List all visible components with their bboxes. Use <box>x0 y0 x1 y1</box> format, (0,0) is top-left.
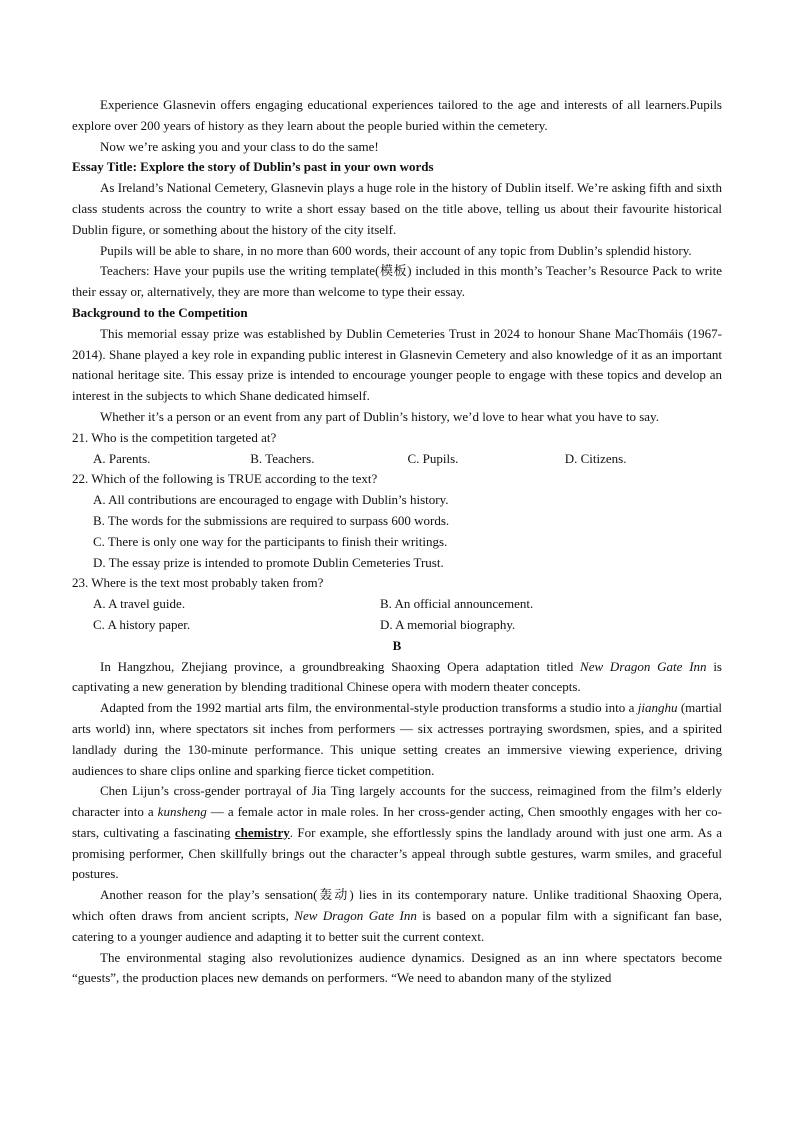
passage-b-paragraph-5: The environmental staging also revolutionizes audience dynamics. Designed as an inn where spectators become “guests”, the production places new demands on performers. “We need to abandon many of the stylized <box>72 949 722 986</box>
option-d[interactable]: D. A memorial biography. <box>380 616 516 632</box>
passage-b-paragraph-1: In Hangzhou, Zhejiang province, a groundbreaking Shaoxing Opera adaptation titled New Dragon Gate Inn is captivating a new generation by blending traditional Chinese opera with modern theater concepts. <box>72 658 722 695</box>
option-d[interactable]: D. The essay prize is intended to promote Dublin Cemeteries Trust. <box>93 554 444 570</box>
question-21 <box>72 428 722 470</box>
passage-a-paragraph-4: Pupils will be able to share, in no more than 600 words, their account of any topic from Dublin’s splendid history. <box>100 242 692 258</box>
option-c[interactable]: C. A history paper. <box>93 616 191 632</box>
question-22 <box>72 469 722 573</box>
passage-a-paragraph-2: Now we’re asking you and your class to do the same! <box>100 138 379 154</box>
question-stem: 23. Where is the text most probably taken from? <box>72 575 324 591</box>
passage-a-paragraph-1: Experience Glasnevin offers engaging educational experiences tailored to the age and interests of all learners.Pupils explore over 200 years of history as they learn about the people buried within the cemetery. <box>72 97 722 133</box>
passage-b-paragraph-4: Another reason for the play’s sensation(轰动) lies in its contemporary nature. Unlike traditional Shaoxing Opera, which often draws from ancient scripts, New Dragon Gate Inn is based on a popular film with a significant fan base, catering to a younger audience and adapting it to better suit the current context. <box>72 887 722 944</box>
underlined-word-chemistry: chemistry <box>234 824 290 840</box>
option-a[interactable]: A. A travel guide. <box>93 596 186 612</box>
question-stem: 22. Which of the following is TRUE according to the text? <box>72 471 378 487</box>
background-heading: Background to the Competition <box>72 304 248 320</box>
passage-a-paragraph-3: As Ireland’s National Cemetery, Glasnevin plays a huge role in the history of Dublin itself. We’re asking fifth and sixth class students across the country to write a short essay based on the title above, telling us about their favourite historical Dublin figure, or something about the history of the city itself. <box>72 180 722 237</box>
section-b-label: B <box>392 637 402 653</box>
option-c[interactable]: C. Pupils. <box>407 450 459 466</box>
passage-a-paragraph-5: Teachers: Have your pupils use the writing template(模板) included in this month’s Teacher’s Resource Pack to write their essay or, alternatively, they are more than welcome to type their essay. <box>72 263 722 300</box>
option-c[interactable]: C. There is only one way for the participants to finish their writings. <box>93 533 448 549</box>
option-a[interactable]: A. Parents. <box>93 450 151 466</box>
option-b[interactable]: B. The words for the submissions are required to surpass 600 words. <box>93 512 450 528</box>
option-a[interactable]: A. All contributions are encouraged to engage with Dublin’s history. <box>93 492 449 508</box>
option-row <box>72 449 722 470</box>
option-row <box>72 594 722 615</box>
option-b[interactable]: B. An official announcement. <box>380 596 534 612</box>
passage-a-paragraph-6: This memorial essay prize was established by Dublin Cemeteries Trust in 2024 to honour Shane MacThomáis (1967-2014). Shane played a key role in expanding public interest in Glasnevin Cemetery and also knowledge of it as an important national heritage site. This essay prize is intended to encourage younger people to engage with these topics and develop an interest in the subjects to which Shane dedicated himself. <box>72 325 722 404</box>
passage-b-paragraph-2: Adapted from the 1992 martial arts film, the environmental-style production transforms a studio into a jianghu (martial arts world) inn, where spectators sit inches from performers — six actresses portraying swordsmen, spies, and a spirited landlady during the 130-minute performance. This unique setting creates an immersive viewing experience, driving audiences to share clips online and sparking fierce ticket competition. <box>72 700 722 778</box>
passage-a-paragraph-7: Whether it’s a person or an event from any part of Dublin’s history, we’d love to hear what you have to say. <box>100 408 659 424</box>
question-stem: 21. Who is the competition targeted at? <box>72 429 277 445</box>
option-d[interactable]: D. Citizens. <box>564 450 627 466</box>
essay-title-heading: Essay Title: Explore the story of Dublin’s past in your own words <box>72 159 434 175</box>
option-b[interactable]: B. Teachers. <box>250 450 315 466</box>
question-23 <box>72 573 722 635</box>
passage-b-paragraph-3: Chen Lijun’s cross-gender portrayal of Jia Ting largely accounts for the success, reimagined from the film’s elderly character into a kunsheng — a female actor in male roles. In her cross-gender acting, Chen smoothly engages with her co-stars, cultivating a fascinating chemistry. For example, she effortlessly spins the landlady around with just one arm. As a promising performer, Chen skillfully brings out the character’s appeal through subtle gestures, warm smiles, and graceful postures. <box>72 783 722 882</box>
option-row <box>72 615 722 636</box>
exam-page <box>72 95 722 989</box>
